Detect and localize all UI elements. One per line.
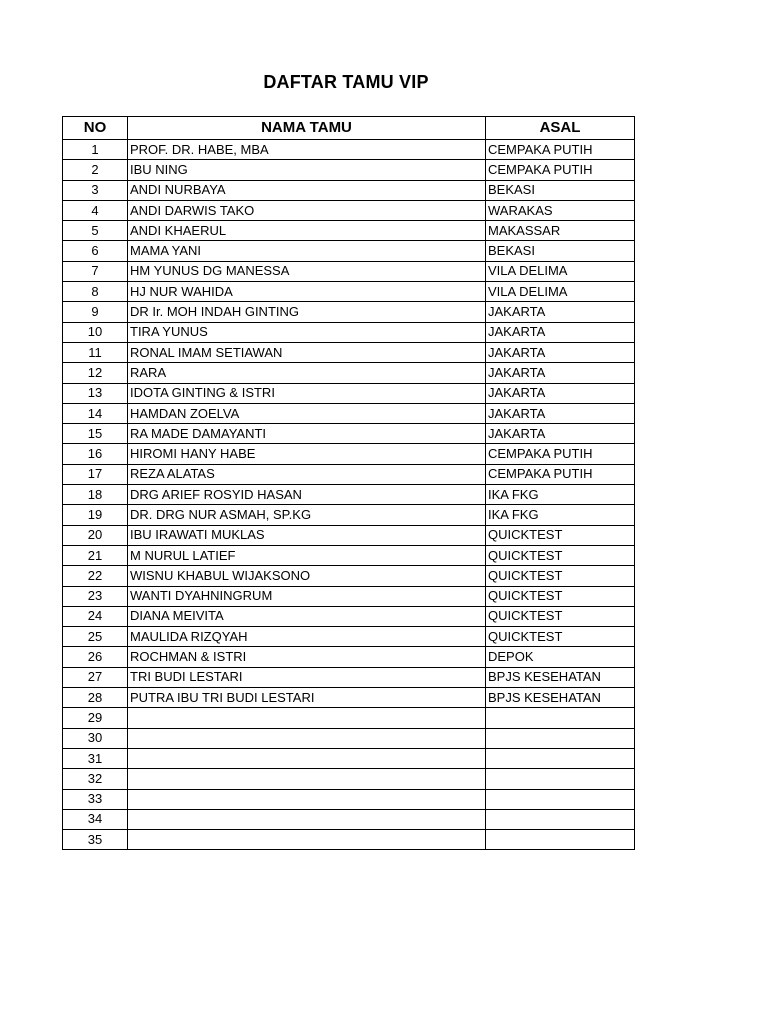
table-row: [63, 525, 635, 545]
cell-name: HJ NUR WAHIDA: [128, 282, 486, 302]
cell-name: HIROMI HANY HABE: [128, 444, 486, 464]
cell-no: 3: [63, 180, 128, 200]
table-row: [63, 728, 635, 748]
table-row: [63, 769, 635, 789]
cell-asal: QUICKTEST: [486, 627, 635, 647]
cell-name: ROCHMAN & ISTRI: [128, 647, 486, 667]
table-row: [63, 363, 635, 383]
table-row: [63, 403, 635, 423]
cell-name: RARA: [128, 363, 486, 383]
table-row: [63, 140, 635, 160]
cell-no: 17: [63, 464, 128, 484]
cell-asal: QUICKTEST: [486, 606, 635, 626]
cell-no: 4: [63, 200, 128, 220]
cell-no: 30: [63, 728, 128, 748]
table-row: [63, 200, 635, 220]
cell-name: MAULIDA RIZQYAH: [128, 627, 486, 647]
cell-asal: BEKASI: [486, 241, 635, 261]
cell-asal: [486, 728, 635, 748]
cell-name: TIRA YUNUS: [128, 322, 486, 342]
cell-asal: [486, 748, 635, 768]
cell-asal: JAKARTA: [486, 383, 635, 403]
table-row: [63, 241, 635, 261]
table-row: [63, 545, 635, 565]
cell-asal: CEMPAKA PUTIH: [486, 140, 635, 160]
cell-no: 7: [63, 261, 128, 281]
cell-name: DIANA MEIVITA: [128, 606, 486, 626]
cell-name: HM YUNUS DG MANESSA: [128, 261, 486, 281]
cell-name: WISNU KHABUL WIJAKSONO: [128, 566, 486, 586]
cell-no: 2: [63, 160, 128, 180]
table-row: [63, 383, 635, 403]
cell-name: IBU NING: [128, 160, 486, 180]
cell-no: 27: [63, 667, 128, 687]
cell-name: MAMA YANI: [128, 241, 486, 261]
table-row: [63, 748, 635, 768]
cell-no: 5: [63, 221, 128, 241]
cell-name: PROF. DR. HABE, MBA: [128, 140, 486, 160]
cell-asal: VILA DELIMA: [486, 282, 635, 302]
cell-no: 11: [63, 342, 128, 362]
cell-asal: BPJS KESEHATAN: [486, 688, 635, 708]
table-row: [63, 830, 635, 850]
table-row: [63, 444, 635, 464]
cell-name: DRG ARIEF ROSYID HASAN: [128, 485, 486, 505]
table-row: [63, 424, 635, 444]
cell-no: 35: [63, 830, 128, 850]
cell-name: TRI BUDI LESTARI: [128, 667, 486, 687]
table-row: [63, 667, 635, 687]
cell-name: [128, 708, 486, 728]
cell-asal: JAKARTA: [486, 342, 635, 362]
cell-no: 6: [63, 241, 128, 261]
cell-asal: MAKASSAR: [486, 221, 635, 241]
cell-no: 33: [63, 789, 128, 809]
cell-no: 34: [63, 809, 128, 829]
table-row: [63, 282, 635, 302]
table-row: [63, 505, 635, 525]
table-row: [63, 261, 635, 281]
cell-name: [128, 830, 486, 850]
cell-no: 28: [63, 688, 128, 708]
cell-name: M NURUL LATIEF: [128, 545, 486, 565]
table-row: [63, 789, 635, 809]
table-row: [63, 221, 635, 241]
table-row: [63, 688, 635, 708]
cell-name: [128, 789, 486, 809]
cell-no: 25: [63, 627, 128, 647]
cell-asal: WARAKAS: [486, 200, 635, 220]
cell-asal: CEMPAKA PUTIH: [486, 160, 635, 180]
cell-asal: VILA DELIMA: [486, 261, 635, 281]
cell-no: 20: [63, 525, 128, 545]
cell-no: 31: [63, 748, 128, 768]
cell-asal: [486, 769, 635, 789]
table-row: [63, 302, 635, 322]
cell-asal: [486, 708, 635, 728]
cell-asal: CEMPAKA PUTIH: [486, 444, 635, 464]
cell-asal: DEPOK: [486, 647, 635, 667]
cell-no: 32: [63, 769, 128, 789]
cell-name: IDOTA GINTING & ISTRI: [128, 383, 486, 403]
cell-name: DR Ir. MOH INDAH GINTING: [128, 302, 486, 322]
cell-no: 9: [63, 302, 128, 322]
table-row: [63, 485, 635, 505]
cell-asal: IKA FKG: [486, 505, 635, 525]
cell-name: ANDI KHAERUL: [128, 221, 486, 241]
table-row: [63, 627, 635, 647]
cell-asal: JAKARTA: [486, 363, 635, 383]
column-header-name: NAMA TAMU: [128, 117, 486, 140]
cell-asal: CEMPAKA PUTIH: [486, 464, 635, 484]
cell-name: [128, 748, 486, 768]
cell-no: 26: [63, 647, 128, 667]
cell-asal: IKA FKG: [486, 485, 635, 505]
cell-asal: BPJS KESEHATAN: [486, 667, 635, 687]
cell-name: DR. DRG NUR ASMAH, SP.KG: [128, 505, 486, 525]
table-row: [63, 322, 635, 342]
cell-asal: JAKARTA: [486, 403, 635, 423]
cell-no: 8: [63, 282, 128, 302]
table-row: [63, 809, 635, 829]
cell-name: RA MADE DAMAYANTI: [128, 424, 486, 444]
cell-no: 24: [63, 606, 128, 626]
cell-no: 12: [63, 363, 128, 383]
table-row: [63, 160, 635, 180]
cell-no: 23: [63, 586, 128, 606]
cell-name: PUTRA IBU TRI BUDI LESTARI: [128, 688, 486, 708]
cell-asal: QUICKTEST: [486, 525, 635, 545]
cell-name: RONAL IMAM SETIAWAN: [128, 342, 486, 362]
cell-no: 16: [63, 444, 128, 464]
table-row: [63, 606, 635, 626]
table-row: [63, 708, 635, 728]
cell-asal: BEKASI: [486, 180, 635, 200]
table-row: [63, 586, 635, 606]
cell-asal: QUICKTEST: [486, 566, 635, 586]
table-body: [63, 140, 635, 850]
table-row: [63, 180, 635, 200]
table-header-row: [63, 117, 635, 140]
cell-no: 15: [63, 424, 128, 444]
cell-asal: JAKARTA: [486, 322, 635, 342]
cell-name: [128, 809, 486, 829]
page-title: DAFTAR TAMU VIP: [263, 72, 429, 92]
cell-no: 1: [63, 140, 128, 160]
cell-no: 13: [63, 383, 128, 403]
guest-table: [62, 116, 635, 850]
table-row: [63, 464, 635, 484]
cell-asal: [486, 789, 635, 809]
cell-name: IBU IRAWATI MUKLAS: [128, 525, 486, 545]
cell-name: REZA ALATAS: [128, 464, 486, 484]
cell-no: 10: [63, 322, 128, 342]
cell-no: 19: [63, 505, 128, 525]
cell-name: [128, 769, 486, 789]
cell-no: 21: [63, 545, 128, 565]
cell-name: [128, 728, 486, 748]
cell-no: 14: [63, 403, 128, 423]
column-header-no: NO: [63, 117, 128, 140]
cell-name: WANTI DYAHNINGRUM: [128, 586, 486, 606]
cell-asal: JAKARTA: [486, 302, 635, 322]
table-row: [63, 342, 635, 362]
cell-asal: [486, 809, 635, 829]
cell-name: HAMDAN ZOELVA: [128, 403, 486, 423]
cell-asal: JAKARTA: [486, 424, 635, 444]
cell-no: 29: [63, 708, 128, 728]
cell-asal: QUICKTEST: [486, 586, 635, 606]
cell-asal: QUICKTEST: [486, 545, 635, 565]
cell-name: ANDI DARWIS TAKO: [128, 200, 486, 220]
cell-name: ANDI NURBAYA: [128, 180, 486, 200]
table-row: [63, 647, 635, 667]
cell-no: 18: [63, 485, 128, 505]
column-header-asal: ASAL: [486, 117, 635, 140]
cell-asal: [486, 830, 635, 850]
cell-no: 22: [63, 566, 128, 586]
table-row: [63, 566, 635, 586]
